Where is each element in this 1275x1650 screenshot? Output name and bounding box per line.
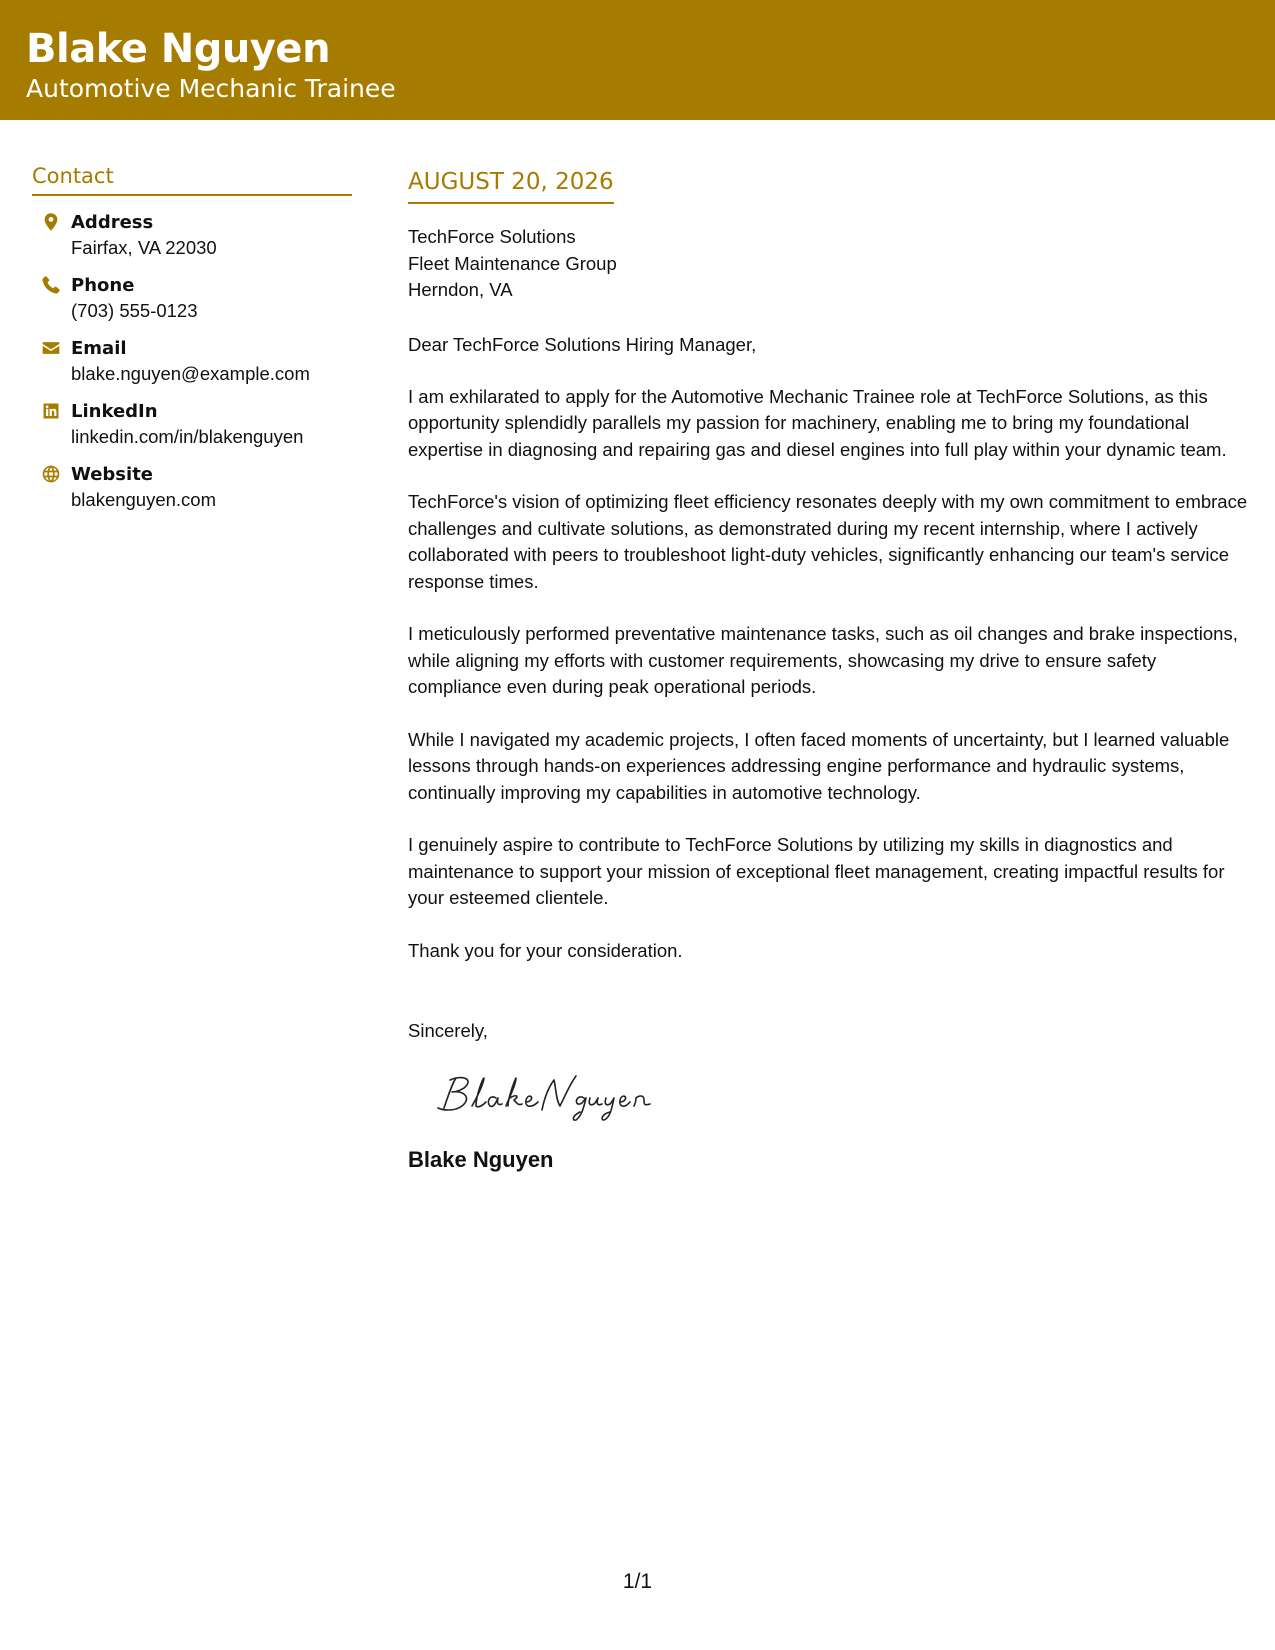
- contact-item-linkedin: [32, 399, 352, 462]
- envelope-icon: [32, 336, 70, 358]
- applicant-name: Blake Nguyen: [26, 26, 331, 72]
- letter-paragraph: Thank you for your consideration.: [408, 939, 683, 961]
- contact-item-email: [32, 336, 352, 399]
- letter-date: AUGUST 20, 2026: [408, 166, 614, 204]
- globe-icon: [32, 462, 70, 484]
- contact-label: Phone: [71, 275, 135, 296]
- contact-item-phone: [32, 273, 352, 336]
- handwritten-signature: [430, 1066, 1248, 1126]
- letter-paragraph: While I navigated my academic projects, I often faced moments of uncertainty, but I learned valuable lessons through hands-on experiences addressing engine performance and hydraulic systems, continually improving my capabilities in automotive technology.: [408, 728, 1230, 803]
- contact-heading: Contact: [32, 162, 352, 196]
- contact-value: (703) 555-0123: [71, 300, 198, 321]
- map-pin-icon: [32, 210, 70, 232]
- contact-value: linkedin.com/in/blakenguyen: [71, 426, 304, 447]
- letter-paragraph: I meticulously performed preventative maintenance tasks, such as oil changes and brake inspections, while aligning my efforts with customer requirements, showcasing my drive to ensure safety compliance even during peak operational periods.: [408, 623, 1238, 697]
- phone-icon: [32, 273, 70, 295]
- contact-label: Website: [71, 464, 154, 485]
- recipient-block: [408, 224, 1248, 304]
- recipient-department: Fleet Maintenance Group: [408, 252, 617, 274]
- recipient-company: TechForce Solutions: [408, 226, 576, 247]
- contact-label: Address: [71, 212, 154, 233]
- closing: Sincerely,: [408, 1020, 488, 1041]
- applicant-title: Automotive Mechanic Trainee: [26, 74, 396, 103]
- contact-value: blakenguyen.com: [71, 489, 217, 510]
- contact-value: Fairfax, VA 22030: [71, 237, 217, 258]
- contact-label: LinkedIn: [71, 401, 158, 422]
- salutation: Dear TechForce Solutions Hiring Manager,: [408, 333, 757, 355]
- contact-value: blake.nguyen@example.com: [71, 363, 310, 384]
- linkedin-icon: [32, 399, 70, 421]
- letter-body: [408, 166, 1248, 1174]
- header-banner: [0, 0, 1275, 120]
- contact-sidebar: [32, 162, 352, 525]
- letter-paragraph: I genuinely aspire to contribute to TechForce Solutions by utilizing my skills in diagnostics and maintenance to support your mission of exceptional fleet management, creating impactful results for your esteemed clientele.: [408, 834, 1225, 908]
- page-indicator: 1/1: [622, 1570, 653, 1593]
- contact-item-website: [32, 462, 352, 525]
- letter-paragraph: TechForce's vision of optimizing fleet efficiency resonates deeply with my own commitment to embrace challenges and cultivate solutions, as demonstrated during my recent internship, where I actively collaborated with peers to troubleshoot light-duty vehicles, significantly enhancing our team's service response times.: [408, 491, 1248, 592]
- contact-list: [32, 210, 352, 525]
- letter-paragraph: I am exhilarated to apply for the Automotive Mechanic Trainee role at TechForce Solutions, as this opportunity splendidly parallels my passion for machinery, enabling me to bring my foundational expertise in diagnosing and repairing gas and diesel engines into full play within your dynamic team.: [408, 385, 1227, 460]
- contact-item-address: [32, 210, 352, 273]
- signer-name: Blake Nguyen: [408, 1147, 554, 1172]
- contact-label: Email: [71, 338, 127, 359]
- recipient-location: Herndon, VA: [408, 279, 513, 300]
